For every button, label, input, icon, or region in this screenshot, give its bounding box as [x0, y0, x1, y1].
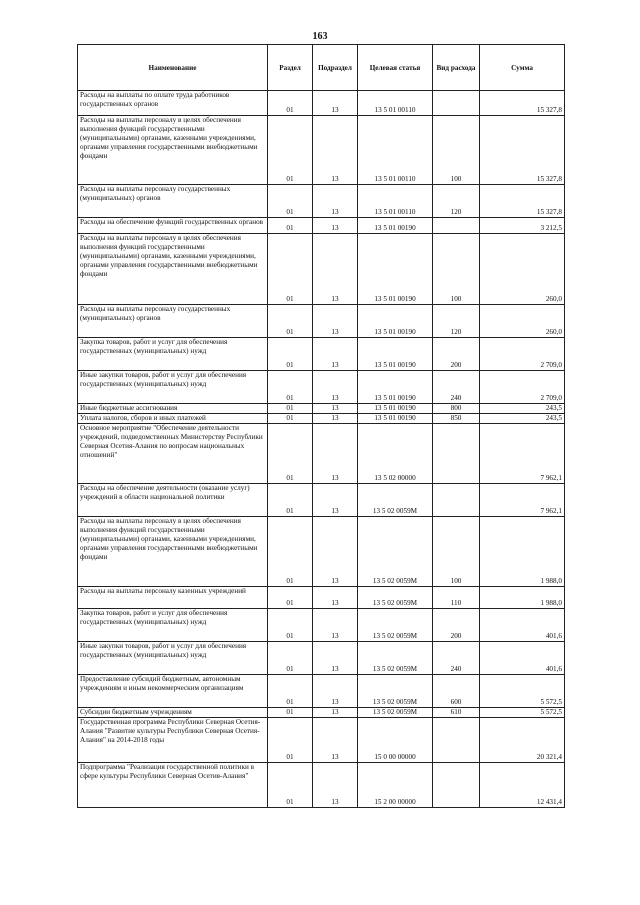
- row-celevaya: 13 5 01 00190: [358, 305, 433, 338]
- row-name: Расходы на выплаты персоналу в целях обеспечения выполнения функций государственными (муниципальными) органами, казенными учреждениями, органами управления государственными внебюджетными фондами: [78, 234, 268, 305]
- table-row: [78, 708, 565, 718]
- row-vid: 600: [433, 675, 480, 708]
- row-podrazdel: 13: [313, 414, 358, 424]
- row-summa: 243,5: [480, 414, 565, 424]
- row-podrazdel: 13: [313, 484, 358, 517]
- row-name: Субсидии бюджетным учреждениям: [78, 708, 268, 718]
- row-name: Государственная программа Республики Северная Осетия-Алания "Развитие культуры Республики Северная Осетия-Алания" на 2014-2018 годы: [78, 718, 268, 763]
- row-podrazdel: 13: [313, 517, 358, 587]
- row-vid: 240: [433, 371, 480, 404]
- row-vid: 100: [433, 517, 480, 587]
- row-razdel: 01: [268, 708, 313, 718]
- row-podrazdel: 13: [313, 763, 358, 808]
- row-razdel: 01: [268, 234, 313, 305]
- row-razdel: 01: [268, 424, 313, 484]
- row-razdel: 01: [268, 185, 313, 218]
- table-row: [78, 371, 565, 404]
- row-podrazdel: 13: [313, 338, 358, 371]
- table-row: [78, 338, 565, 371]
- row-podrazdel: 13: [313, 371, 358, 404]
- row-summa: 15 327,8: [480, 185, 565, 218]
- row-name: Предоставление субсидий бюджетным, автономным учреждениям и иным некоммерческим организациям: [78, 675, 268, 708]
- row-name: Иные закупки товаров, работ и услуг для обеспечения государственных (муниципальных) нужд: [78, 642, 268, 675]
- row-name: Иные бюджетные ассигнования: [78, 404, 268, 414]
- row-celevaya: 13 5 01 00190: [358, 404, 433, 414]
- row-razdel: 01: [268, 305, 313, 338]
- row-podrazdel: 13: [313, 675, 358, 708]
- row-celevaya: 13 5 01 00110: [358, 116, 433, 185]
- row-podrazdel: 13: [313, 185, 358, 218]
- row-razdel: 01: [268, 642, 313, 675]
- row-celevaya: 13 5 01 00110: [358, 91, 433, 116]
- row-podrazdel: 13: [313, 587, 358, 609]
- row-podrazdel: 13: [313, 234, 358, 305]
- header-vid: Вид расхода: [433, 45, 480, 91]
- row-summa: 20 321,4: [480, 718, 565, 763]
- row-celevaya: 13 5 02 0059М: [358, 587, 433, 609]
- row-podrazdel: 13: [313, 708, 358, 718]
- row-summa: 1 988,0: [480, 517, 565, 587]
- row-vid: 200: [433, 338, 480, 371]
- row-celevaya: 13 5 01 00190: [358, 414, 433, 424]
- row-razdel: 01: [268, 91, 313, 116]
- row-razdel: 01: [268, 414, 313, 424]
- table-row: [78, 763, 565, 808]
- row-name: Иные закупки товаров, работ и услуг для обеспечения государственных (муниципальных) нужд: [78, 371, 268, 404]
- row-vid: 100: [433, 234, 480, 305]
- row-name: Закупка товаров, работ и услуг для обеспечения государственных (муниципальных) нужд: [78, 338, 268, 371]
- row-summa: 260,0: [480, 305, 565, 338]
- row-razdel: 01: [268, 404, 313, 414]
- row-razdel: 01: [268, 718, 313, 763]
- row-celevaya: 15 0 00 00000: [358, 718, 433, 763]
- row-vid: 120: [433, 185, 480, 218]
- row-celevaya: 13 5 02 0059М: [358, 484, 433, 517]
- table-row: [78, 675, 565, 708]
- row-summa: 7 962,1: [480, 424, 565, 484]
- row-name: Расходы на выплаты по оплате труда работников государственных органов: [78, 91, 268, 116]
- row-summa: 12 431,4: [480, 763, 565, 808]
- row-podrazdel: 13: [313, 609, 358, 642]
- row-razdel: 01: [268, 609, 313, 642]
- row-name: Расходы на обеспечение деятельности (оказание услуг) учреждений в области национальной политики: [78, 484, 268, 517]
- row-celevaya: 13 5 02 0059М: [358, 708, 433, 718]
- page-number: 163: [312, 31, 328, 42]
- row-name: Расходы на обеспечение функций государственных органов: [78, 218, 268, 234]
- row-podrazdel: 13: [313, 424, 358, 484]
- row-podrazdel: 13: [313, 116, 358, 185]
- row-celevaya: 13 5 02 0059М: [358, 642, 433, 675]
- row-name: Расходы на выплаты персоналу государственных (муниципальных) органов: [78, 305, 268, 338]
- table-row: [78, 642, 565, 675]
- row-podrazdel: 13: [313, 91, 358, 116]
- table-row: [78, 517, 565, 587]
- row-razdel: 01: [268, 484, 313, 517]
- row-summa: 5 572,5: [480, 708, 565, 718]
- row-celevaya: 13 5 02 0059М: [358, 517, 433, 587]
- row-summa: 5 572,5: [480, 675, 565, 708]
- row-celevaya: 13 5 02 00000: [358, 424, 433, 484]
- table-row: [78, 609, 565, 642]
- header-summa: Сумма: [480, 45, 565, 91]
- row-summa: 243,5: [480, 404, 565, 414]
- row-razdel: 01: [268, 338, 313, 371]
- table-row: [78, 116, 565, 185]
- row-summa: 260,0: [480, 234, 565, 305]
- row-celevaya: 13 5 01 00190: [358, 218, 433, 234]
- row-celevaya: 13 5 02 0059М: [358, 609, 433, 642]
- row-summa: 3 212,5: [480, 218, 565, 234]
- row-name: Расходы на выплаты персоналу в целях обеспечения выполнения функций государственными (муниципальными) органами, казенными учреждениями, органами управления государственными внебюджетными фондами: [78, 116, 268, 185]
- row-vid: [433, 763, 480, 808]
- row-vid: 100: [433, 116, 480, 185]
- header-podrazdel: Подраздел: [313, 45, 358, 91]
- row-razdel: 01: [268, 675, 313, 708]
- row-podrazdel: 13: [313, 218, 358, 234]
- row-vid: 110: [433, 587, 480, 609]
- row-vid: [433, 718, 480, 763]
- header-celevaya: Целевая статья: [358, 45, 433, 91]
- row-razdel: 01: [268, 517, 313, 587]
- row-summa: 15 327,8: [480, 91, 565, 116]
- row-razdel: 01: [268, 763, 313, 808]
- row-razdel: 01: [268, 116, 313, 185]
- row-vid: [433, 218, 480, 234]
- row-celevaya: 13 5 01 00110: [358, 185, 433, 218]
- budget-table: [77, 44, 565, 808]
- row-summa: 401,6: [480, 642, 565, 675]
- row-podrazdel: 13: [313, 642, 358, 675]
- header-razdel: Раздел: [268, 45, 313, 91]
- row-podrazdel: 13: [313, 305, 358, 338]
- row-name: Подпрограмма "Реализация государственной политики в сфере культуры Республики Северная Осетия-Алания": [78, 763, 268, 808]
- row-name: Уплата налогов, сборов и иных платежей: [78, 414, 268, 424]
- row-celevaya: 15 2 00 00000: [358, 763, 433, 808]
- row-summa: 2 709,0: [480, 371, 565, 404]
- row-celevaya: 13 5 01 00190: [358, 234, 433, 305]
- row-vid: 800: [433, 404, 480, 414]
- table-row: [78, 414, 565, 424]
- table-row: [78, 305, 565, 338]
- row-razdel: 01: [268, 371, 313, 404]
- row-razdel: 01: [268, 587, 313, 609]
- row-vid: [433, 484, 480, 517]
- row-summa: 401,6: [480, 609, 565, 642]
- row-vid: [433, 424, 480, 484]
- row-celevaya: 13 5 02 0059М: [358, 675, 433, 708]
- row-vid: 610: [433, 708, 480, 718]
- table-header-row: [78, 45, 565, 91]
- row-summa: 7 962,1: [480, 484, 565, 517]
- table-row: [78, 218, 565, 234]
- table-row: [78, 404, 565, 414]
- row-vid: 850: [433, 414, 480, 424]
- table-row: [78, 91, 565, 116]
- row-summa: 2 709,0: [480, 338, 565, 371]
- header-name: Наименование: [78, 45, 268, 91]
- row-razdel: 01: [268, 218, 313, 234]
- row-celevaya: 13 5 01 00190: [358, 338, 433, 371]
- row-name: Расходы на выплаты персоналу казенных учреждений: [78, 587, 268, 609]
- row-name: Расходы на выплаты персоналу государственных (муниципальных) органов: [78, 185, 268, 218]
- table-row: [78, 718, 565, 763]
- row-name: Основное мероприятие "Обеспечение деятельности учреждений, подведомственных Министерству Республики Северная Осетия-Алания по вопросам национальных отношений": [78, 424, 268, 484]
- row-vid: 200: [433, 609, 480, 642]
- table-row: [78, 424, 565, 484]
- row-name: Закупка товаров, работ и услуг для обеспечения государственных (муниципальных) нужд: [78, 609, 268, 642]
- table-row: [78, 484, 565, 517]
- table-row: [78, 587, 565, 609]
- row-summa: 15 327,8: [480, 116, 565, 185]
- row-vid: 240: [433, 642, 480, 675]
- row-podrazdel: 13: [313, 404, 358, 414]
- table-row: [78, 234, 565, 305]
- row-name: Расходы на выплаты персоналу в целях обеспечения выполнения функций государственными (муниципальными) органами, казенными учреждениями, органами управления государственными внебюджетными фондами: [78, 517, 268, 587]
- row-celevaya: 13 5 01 00190: [358, 371, 433, 404]
- table-row: [78, 185, 565, 218]
- row-summa: 1 988,0: [480, 587, 565, 609]
- row-vid: [433, 91, 480, 116]
- row-podrazdel: 13: [313, 718, 358, 763]
- row-vid: 120: [433, 305, 480, 338]
